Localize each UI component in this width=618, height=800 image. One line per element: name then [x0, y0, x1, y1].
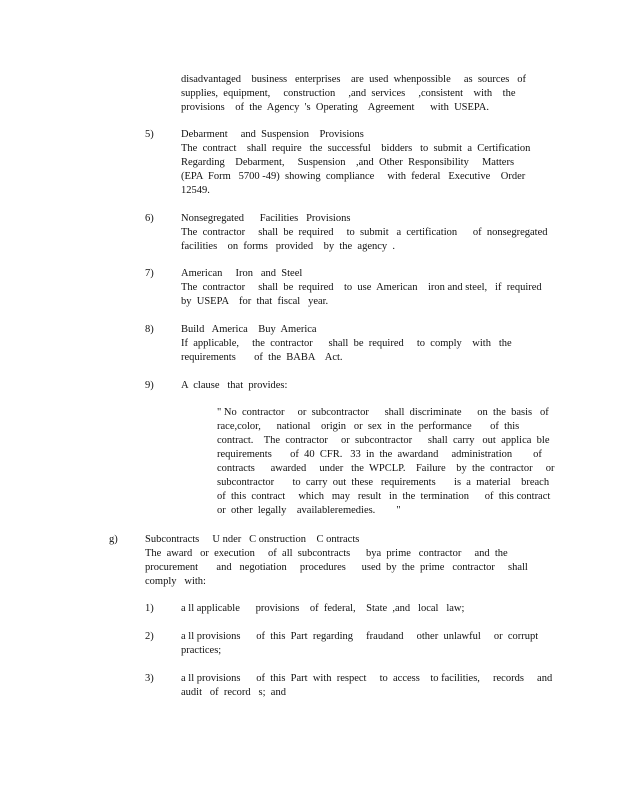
item-body [181, 267, 542, 309]
text-line: " No contractor or subcontractor shall discriminate on the basis of [217, 407, 549, 418]
text-line: contract. The contractor or subcontractor shall carry out applica ble [217, 435, 550, 446]
item-number: 8) [145, 324, 154, 335]
text-line: (EPA Form 5700 -49) showing compliance with federal Executive Order [181, 171, 526, 182]
section-title: Subcontracts U nder C onstruction C ontracts [145, 534, 360, 545]
text-line: of this contract which may result in the termination of this contract [217, 491, 551, 502]
section-body [145, 533, 528, 589]
text-line: contracts awarded under the WPCLP. Failure by the contractor or [217, 463, 555, 474]
section-letter: g) [109, 534, 118, 545]
item-body [181, 602, 464, 616]
text-line: requirements of 40 CFR. 33 in the awardand administration of [217, 449, 542, 460]
item-title: American Iron and Steel [181, 268, 303, 279]
item-number: 2) [145, 631, 154, 642]
item-number: 9) [145, 380, 154, 391]
text-line: comply with: [145, 576, 206, 587]
text-line: race,color, national origin or sex in the performance of this [217, 421, 520, 432]
text-line: 12549. [181, 185, 210, 196]
item-number: 6) [145, 213, 154, 224]
text-line: The contract shall require the successful bidders to submit a Certification [181, 143, 531, 154]
text-line: The award or execution of all subcontracts bya prime contractor and the [145, 548, 508, 559]
text-line: audit of record s; and [181, 687, 286, 698]
item-body [181, 128, 530, 198]
text-line: disadvantaged business enterprises are used whenpossible as sources of [181, 74, 526, 85]
item-body [181, 323, 512, 365]
text-line: procurement and negotiation procedures used by the prime contractor shall [145, 562, 528, 573]
item-title: A clause that provides: [181, 380, 288, 391]
text-line: requirements of the BABA Act. [181, 352, 343, 363]
text-line: a ll provisions of this Part with respect to access to facilities, records and [181, 673, 553, 684]
item-number: 1) [145, 603, 154, 614]
text-line: practices; [181, 645, 222, 656]
text-line: a ll applicable provisions of federal, State ,and local law; [181, 603, 465, 614]
text-line: or other legally availableremedies. " [217, 505, 401, 516]
text-line: a ll provisions of this Part regarding fraudand other unlawful or corrupt [181, 631, 539, 642]
item-number: 7) [145, 268, 154, 279]
quoted-clause [217, 406, 554, 518]
text-line: Regarding Debarment, Suspension ,and Other Responsibility Matters [181, 157, 515, 168]
item-number: 3) [145, 673, 154, 684]
item-title: Build America Buy America [181, 324, 317, 335]
text-line: The contractor shall be required to use American iron and steel, if required [181, 282, 542, 293]
item-body [181, 379, 287, 393]
text-line: supplies, equipment, construction ,and services ,consistent with the [181, 88, 516, 99]
text-line: by USEPA for that fiscal year. [181, 296, 329, 307]
text-line: facilities on forms provided by the agency . [181, 241, 396, 252]
item-number: 5) [145, 129, 154, 140]
item-body [181, 672, 552, 700]
text-line: The contractor shall be required to submit a certification of nonsegregated [181, 227, 548, 238]
intro-paragraph [181, 73, 526, 115]
item-body [181, 212, 548, 254]
item-title: Nonsegregated Facilities Provisions [181, 213, 351, 224]
item-title: Debarment and Suspension Provisions [181, 129, 364, 140]
item-body [181, 630, 538, 658]
text-line: If applicable, the contractor shall be required to comply with the [181, 338, 512, 349]
text-line: subcontractor to carry out these requirements is a material breach [217, 477, 550, 488]
text-line: provisions of the Agency 's Operating Agreement with USEPA. [181, 102, 490, 113]
